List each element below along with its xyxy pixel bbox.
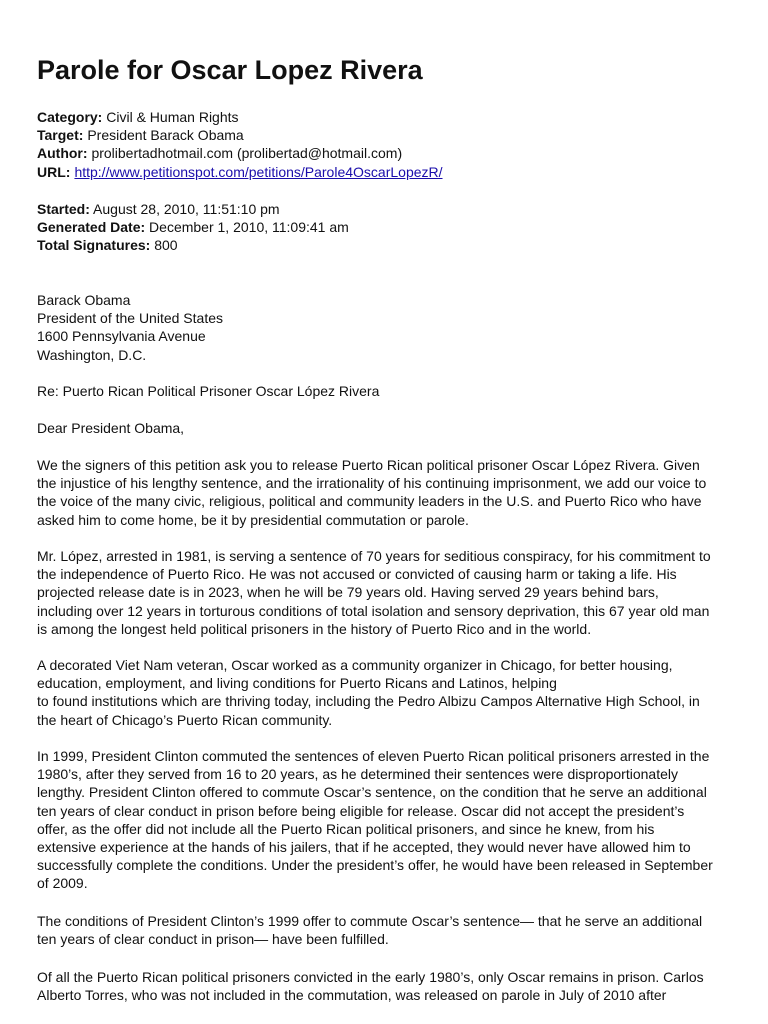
target-value: President Barack Obama — [87, 127, 244, 144]
url-row — [37, 163, 443, 181]
author-label: Author: — [37, 145, 88, 162]
letter-paragraph — [37, 547, 711, 638]
started-value: August 28, 2010, 11:51:10 pm — [93, 201, 280, 217]
address-line: President of the United States — [37, 310, 223, 327]
paragraph-line: ten years of clear conduct in prison before being eligible for release. Oscar did not accept the president’s — [37, 802, 685, 819]
paragraph-line: projected release date is in 2023, when he will be 79 years old. Having served 29 years behind bars, — [37, 584, 659, 601]
paragraph-line: We the signers of this petition ask you to release Puerto Rican political prisoner Oscar López Rivera. Given — [37, 457, 700, 473]
letter-paragraph — [37, 456, 706, 529]
paragraph-line: including over 12 years in torturous conditions of total isolation and sensory deprivation, this 67 year old man — [37, 602, 710, 619]
letter-paragraph — [37, 912, 702, 948]
petition-url-link[interactable]: http://www.petitionspot.com/petitions/Parole4OscarLopezR/ — [74, 163, 443, 180]
paragraph-line: In 1999, President Clinton commuted the sentences of eleven Puerto Rican political prisoners arrested in the — [37, 748, 710, 764]
generated-label: Generated Date: — [37, 219, 146, 236]
paragraph-line: is among the longest held political prisoners in the history of Puerto Rico and in the world. — [37, 620, 592, 637]
target-label: Target: — [37, 127, 84, 144]
started-label: Started: — [37, 201, 90, 217]
signatures-label: Total Signatures: — [37, 237, 151, 254]
paragraph-line: to found institutions which are thriving today, including the Pedro Albizu Campos Alternative High School, in — [37, 693, 700, 710]
generated-row — [37, 218, 349, 236]
letter-paragraph — [37, 968, 704, 1004]
paragraph-line: lengthy. President Clinton offered to commute Oscar’s sentence, on the condition that he serve an additional — [37, 784, 707, 801]
paragraph-line: Of all the Puerto Rican political prisoners convicted in the early 1980’s, only Oscar remains in prison. Carlos — [37, 969, 704, 985]
paragraph-line: Alberto Torres, who was not included in the commutation, was released on parole in July of 2010 after — [37, 987, 667, 1004]
started-row — [37, 200, 349, 218]
author-row — [37, 144, 443, 162]
letter-paragraph — [37, 747, 713, 893]
author-value: prolibertadhotmail.com (prolibertad@hotmail.com) — [91, 145, 403, 162]
paragraph-line: successfully complete the conditions. Under the president’s offer, he would have been released in September — [37, 857, 713, 874]
paragraph-line: education, employment, and living conditions for Puerto Ricans and Latinos, helping — [37, 675, 557, 692]
category-row — [37, 108, 443, 126]
target-row — [37, 126, 443, 144]
paragraph-line: The conditions of President Clinton’s 1999 offer to commute Oscar’s sentence— that he serve an additional — [37, 913, 703, 929]
petition-meta — [37, 108, 443, 181]
paragraph-line: asked him to come home, be it by presidential commutation or parole. — [37, 511, 469, 528]
paragraph-line: the heart of Chicago’s Puerto Rican community. — [37, 711, 333, 728]
address-line: Barack Obama — [37, 292, 131, 308]
salutation: Dear President Obama, — [37, 420, 185, 436]
paragraph-line: 1980’s, after they served from 16 to 20 years, as he determined their sentences were disproportionately — [37, 766, 678, 783]
page-title: Parole for Oscar Lopez Rivera — [37, 55, 423, 85]
letter-paragraph — [37, 656, 700, 729]
paragraph-line: the injustice of his lengthy sentence, and the irrationality of his continuing imprisonment, we add our voice to — [37, 475, 707, 492]
paragraph-line: extensive experience at the hands of his jailers, that if he accepted, they would never have allowed him to — [37, 839, 691, 856]
category-label: Category: — [37, 109, 103, 125]
address-line: 1600 Pennsylvania Avenue — [37, 328, 206, 345]
paragraph-line: the voice of the many civic, religious, political and community leaders in the U.S. and Puerto Rico who have — [37, 493, 702, 510]
address-line: Washington, D.C. — [37, 346, 147, 363]
paragraph-line: Mr. López, arrested in 1981, is serving a sentence of 70 years for seditious conspiracy, for his commitment to — [37, 548, 711, 564]
url-label: URL: — [37, 163, 71, 180]
generated-value: December 1, 2010, 11:09:41 am — [149, 219, 349, 236]
category-value: Civil & Human Rights — [106, 109, 239, 125]
paragraph-line: A decorated Viet Nam veteran, Oscar worked as a community organizer in Chicago, for better housing, — [37, 657, 673, 673]
signatures-value: 800 — [154, 237, 178, 254]
petition-stats — [37, 200, 349, 255]
subject-line: Re: Puerto Rican Political Prisoner Oscar López Rivera — [37, 383, 380, 399]
recipient-address — [37, 291, 223, 364]
signatures-row — [37, 236, 349, 254]
paragraph-line: the independence of Puerto Rico. He was not accused or convicted of causing harm or taking a life. His — [37, 566, 677, 583]
paragraph-line: of 2009. — [37, 875, 88, 892]
paragraph-line: ten years of clear conduct in prison— have been fulfilled. — [37, 931, 389, 948]
paragraph-line: offer, as the offer did not include all the Puerto Rican political prisoners, and since he knew, from his — [37, 820, 655, 837]
